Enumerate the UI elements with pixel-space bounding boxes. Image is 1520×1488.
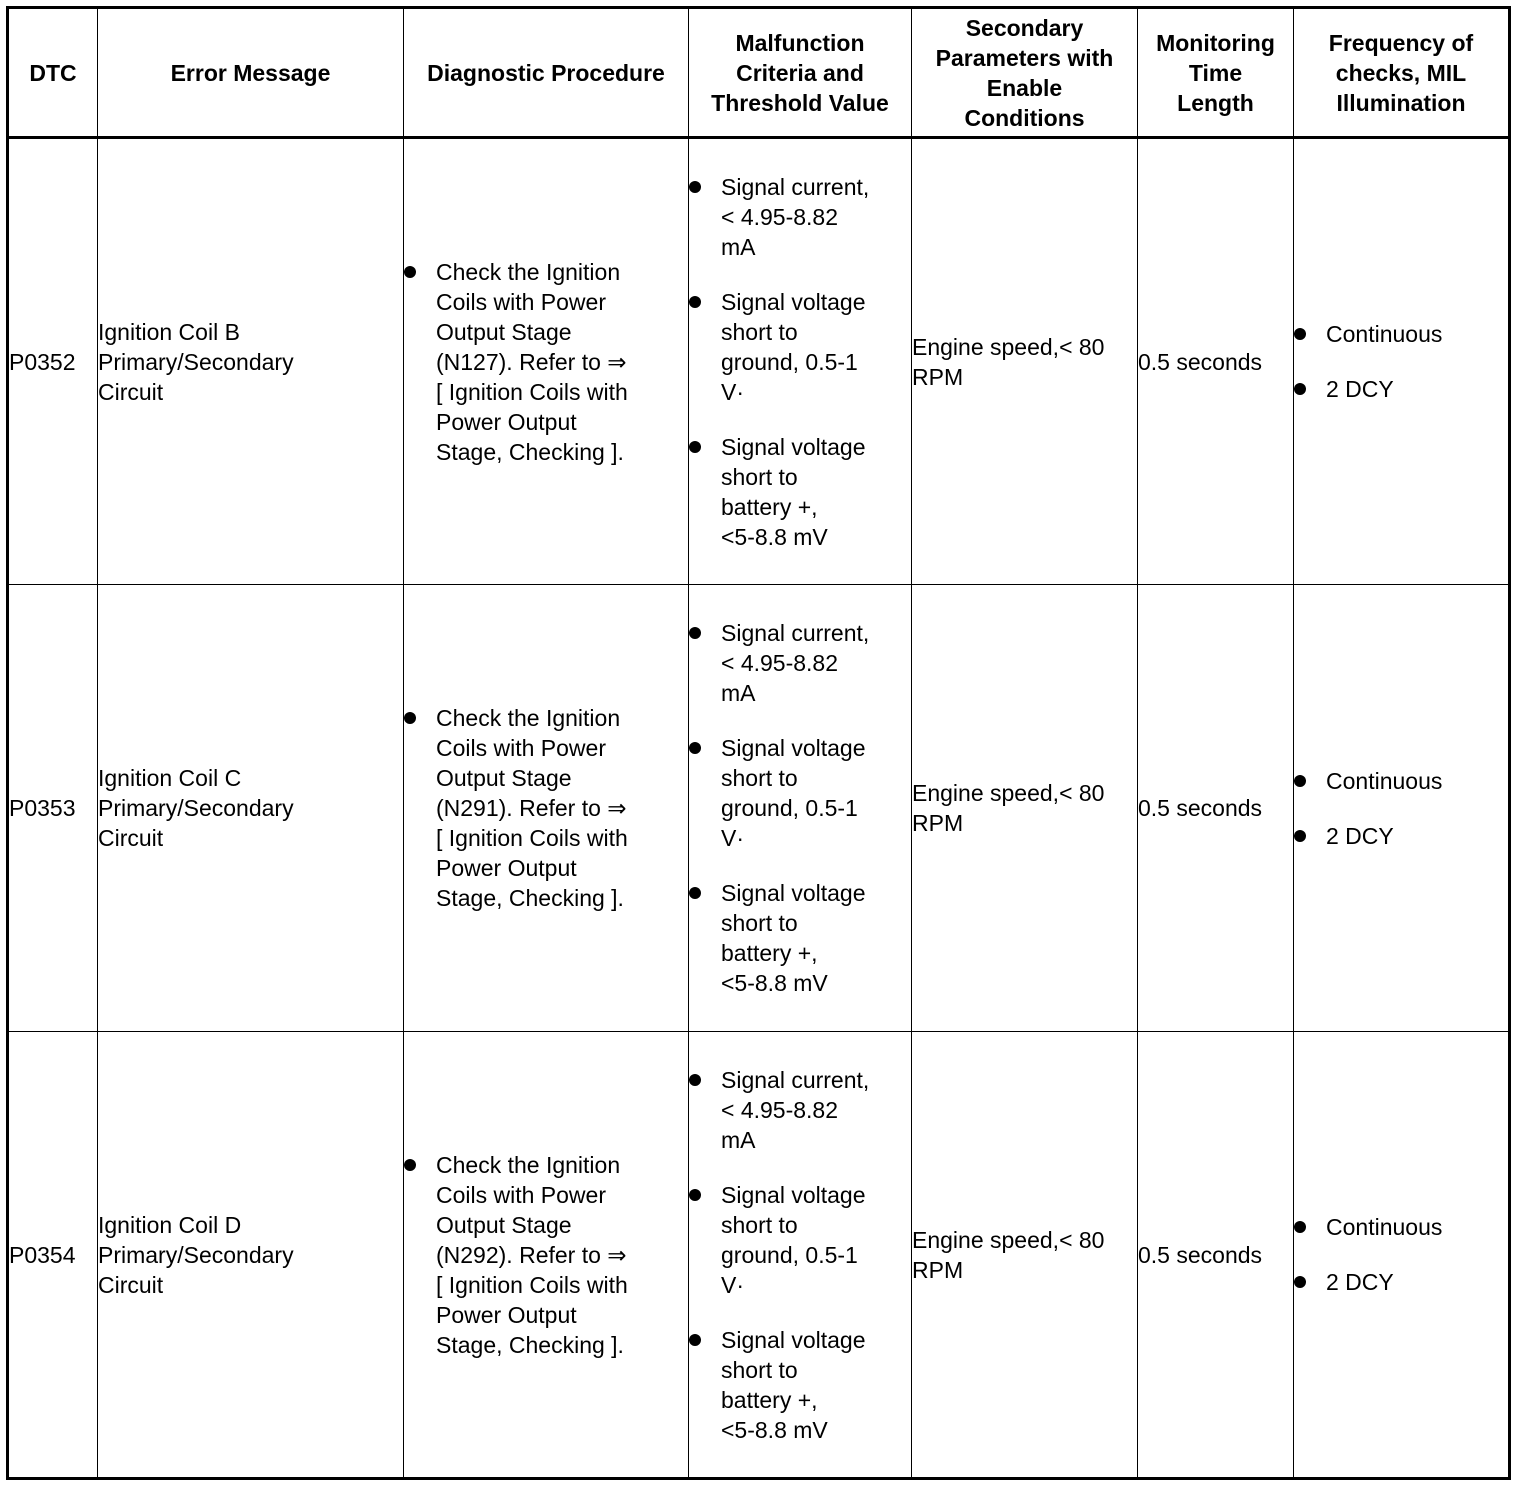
criteria-line: mA <box>721 680 756 706</box>
criteria-item <box>689 287 911 407</box>
header-malfunction-criteria <box>689 8 912 138</box>
header-diagnostic-procedure: Diagnostic Procedure <box>404 8 689 138</box>
header-line: Time <box>1188 59 1243 86</box>
criteria-line: short to <box>721 910 798 936</box>
criteria-line: ground, 0.5-1 <box>721 348 858 375</box>
secondary-parameters <box>912 1032 1138 1479</box>
header-row <box>8 8 1510 138</box>
malfunction-criteria <box>689 138 912 585</box>
header-line: Monitoring <box>1156 29 1275 56</box>
criteria-line: < 4.95-8.82 <box>721 1096 839 1123</box>
header-monitoring-time <box>1138 8 1294 138</box>
criteria-line: short to <box>721 1356 798 1383</box>
procedure-line: Stage, Checking ]. <box>436 885 624 911</box>
criteria-line: <5-8.8 mV <box>721 970 828 996</box>
monitoring-time: 0.5 seconds <box>1138 1032 1294 1479</box>
criteria-line: battery +, <box>721 940 818 966</box>
procedure-list <box>404 257 688 467</box>
error-line: Ignition Coil C <box>98 765 242 791</box>
criteria-item <box>689 1325 911 1445</box>
procedure-line: Stage, Checking ]. <box>436 1331 624 1358</box>
procedure-line: (N127). Refer to ⇒ <box>436 348 627 375</box>
criteria-line: V· <box>721 825 744 851</box>
procedure-line: Output Stage <box>436 765 572 791</box>
error-line: Primary/Secondary <box>98 795 294 821</box>
criteria-line: Signal voltage <box>721 433 866 460</box>
malfunction-criteria <box>689 585 912 1032</box>
secondary-line: RPM <box>912 363 964 390</box>
frequency-list <box>1294 766 1508 851</box>
monitoring-time: 0.5 seconds <box>1138 585 1294 1032</box>
procedure-line: Power Output <box>436 855 577 881</box>
procedure-line: [ Ignition Coils with <box>436 825 628 851</box>
malfunction-criteria <box>689 1032 912 1479</box>
procedure-item <box>404 257 688 467</box>
criteria-item <box>689 618 911 708</box>
dtc-code: P0353 <box>8 585 98 1032</box>
frequency-item: 2 DCY <box>1294 1267 1508 1297</box>
criteria-line: mA <box>721 233 756 260</box>
header-line: Criteria and <box>736 59 864 86</box>
criteria-line: mA <box>721 1126 756 1153</box>
frequency-list <box>1294 1212 1508 1297</box>
table-row <box>8 138 1510 585</box>
criteria-line: Signal current, <box>721 1066 870 1093</box>
criteria-item <box>689 878 911 998</box>
diagnostic-procedure <box>404 1032 689 1479</box>
procedure-list <box>404 703 688 913</box>
header-line: Malfunction <box>735 29 865 56</box>
procedure-line: Power Output <box>436 408 577 435</box>
procedure-line: Stage, Checking ]. <box>436 438 624 465</box>
procedure-line: Check the Ignition <box>436 258 621 285</box>
criteria-line: Signal current, <box>721 173 870 200</box>
header-line: Illumination <box>1336 89 1466 116</box>
criteria-line: Signal voltage <box>721 1181 866 1208</box>
error-line: Circuit <box>98 825 164 851</box>
procedure-line: (N292). Refer to ⇒ <box>436 1241 627 1268</box>
procedure-line: Coils with Power <box>436 288 606 315</box>
secondary-line: RPM <box>912 810 964 836</box>
procedure-line: Check the Ignition <box>436 705 621 731</box>
procedure-line: Coils with Power <box>436 735 606 761</box>
header-line: Threshold Value <box>711 89 889 116</box>
dtc-code: P0354 <box>8 1032 98 1479</box>
criteria-line: ground, 0.5-1 <box>721 1241 858 1268</box>
procedure-line: (N291). Refer to ⇒ <box>436 795 627 821</box>
criteria-line: Signal voltage <box>721 1326 866 1353</box>
header-line: checks, MIL <box>1335 59 1467 86</box>
secondary-line: Engine speed,< 80 <box>912 780 1105 806</box>
header-line: Frequency of <box>1328 29 1474 56</box>
criteria-line: short to <box>721 765 798 791</box>
diagnostic-procedure <box>404 585 689 1032</box>
criteria-item <box>689 1180 911 1300</box>
procedure-line: Output Stage <box>436 318 572 345</box>
monitoring-time: 0.5 seconds <box>1138 138 1294 585</box>
error-line: Ignition Coil D <box>98 1211 242 1238</box>
error-line: Ignition Coil B <box>98 318 240 345</box>
frequency-item: 2 DCY <box>1294 821 1508 851</box>
frequency-item: Continuous <box>1294 766 1508 796</box>
error-message <box>98 585 404 1032</box>
procedure-line: [ Ignition Coils with <box>436 1271 628 1298</box>
header-error-message: Error Message <box>98 8 404 138</box>
frequency <box>1294 1032 1510 1479</box>
criteria-line: Signal current, <box>721 620 870 646</box>
criteria-line: Signal voltage <box>721 735 866 761</box>
secondary-line: Engine speed,< 80 <box>912 1226 1105 1253</box>
criteria-item <box>689 733 911 853</box>
criteria-line: Signal voltage <box>721 288 866 315</box>
header-line: Secondary <box>965 14 1084 41</box>
dtc-code: P0352 <box>8 138 98 585</box>
procedure-line: Output Stage <box>436 1211 572 1238</box>
error-line: Primary/Secondary <box>98 1241 294 1268</box>
dtc-table <box>6 6 1511 1480</box>
criteria-list <box>689 172 911 552</box>
procedure-line: [ Ignition Coils with <box>436 378 628 405</box>
header-dtc: DTC <box>8 8 98 138</box>
frequency-list <box>1294 319 1508 404</box>
criteria-line: Signal voltage <box>721 880 866 906</box>
frequency <box>1294 585 1510 1032</box>
criteria-line: short to <box>721 463 798 490</box>
procedure-line: Coils with Power <box>436 1181 606 1208</box>
error-message <box>98 1032 404 1479</box>
error-line: Primary/Secondary <box>98 348 294 375</box>
header-line: Enable <box>986 74 1063 101</box>
frequency-item: Continuous <box>1294 1212 1508 1242</box>
frequency-item: 2 DCY <box>1294 374 1508 404</box>
criteria-line: < 4.95-8.82 <box>721 203 839 230</box>
diagnostic-procedure <box>404 138 689 585</box>
criteria-item <box>689 432 911 552</box>
frequency <box>1294 138 1510 585</box>
criteria-line: battery +, <box>721 1386 818 1413</box>
criteria-list <box>689 618 911 998</box>
criteria-line: < 4.95-8.82 <box>721 650 839 676</box>
criteria-line: short to <box>721 318 798 345</box>
secondary-parameters <box>912 138 1138 585</box>
table-row <box>8 585 1510 1032</box>
criteria-line: battery +, <box>721 493 818 520</box>
procedure-item <box>404 1150 688 1360</box>
criteria-line: V· <box>721 378 744 405</box>
header-secondary-parameters <box>912 8 1138 138</box>
criteria-item <box>689 1065 911 1155</box>
procedure-item <box>404 703 688 913</box>
criteria-line: short to <box>721 1211 798 1238</box>
error-line: Circuit <box>98 378 164 405</box>
criteria-item <box>689 172 911 262</box>
secondary-line: RPM <box>912 1256 964 1283</box>
criteria-line: <5-8.8 mV <box>721 523 828 550</box>
criteria-line: <5-8.8 mV <box>721 1416 828 1443</box>
criteria-line: ground, 0.5-1 <box>721 795 858 821</box>
header-line: Parameters with <box>935 44 1114 71</box>
secondary-line: Engine speed,< 80 <box>912 333 1105 360</box>
procedure-line: Check the Ignition <box>436 1151 621 1178</box>
procedure-line: Power Output <box>436 1301 577 1328</box>
header-line: Length <box>1177 89 1254 116</box>
table-row <box>8 1032 1510 1479</box>
error-line: Circuit <box>98 1271 164 1298</box>
error-message <box>98 138 404 585</box>
criteria-list <box>689 1065 911 1445</box>
header-line: Conditions <box>964 104 1085 131</box>
secondary-parameters <box>912 585 1138 1032</box>
frequency-item: Continuous <box>1294 319 1508 349</box>
procedure-list <box>404 1150 688 1360</box>
header-frequency <box>1294 8 1510 138</box>
criteria-line: V· <box>721 1271 744 1298</box>
